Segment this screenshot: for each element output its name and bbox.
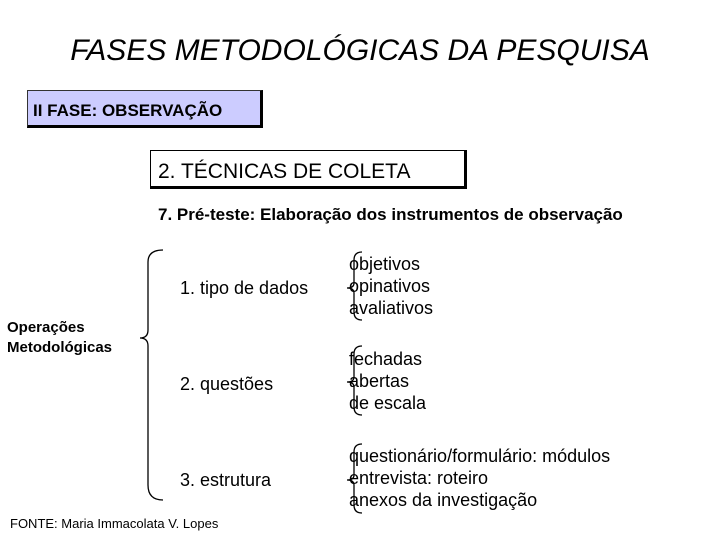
main-brace (140, 250, 163, 500)
group-label-estrutura: 3. estrutura (180, 470, 272, 490)
operations-label-line2: Metodológicas (7, 339, 113, 356)
option-item: objetivos (349, 254, 421, 274)
slide-title: FASES METODOLÓGICAS DA PESQUISA (70, 34, 650, 67)
option-item: entrevista: roteiro (349, 468, 489, 488)
option-item: de escala (349, 393, 427, 413)
option-item: questionário/formulário: módulos (349, 446, 611, 466)
technique-box: 2. TÉCNICAS DE COLETA (150, 150, 467, 189)
option-item: opinativos (349, 276, 431, 296)
pretest-heading: 7. Pré-teste: Elaboração dos instrumentos de observação (158, 205, 623, 224)
group-label-tipo-dados: 1. tipo de dados (180, 278, 309, 298)
operations-label-line1: Operações (7, 319, 85, 336)
group-options-estrutura (349, 445, 610, 511)
option-item: abertas (349, 371, 410, 391)
option-item: anexos da investigação (349, 490, 538, 510)
group-options-tipo-dados (349, 253, 433, 319)
source-note: FONTE: Maria Immacolata V. Lopes (10, 516, 219, 531)
option-item: avaliativos (349, 298, 434, 318)
group-options-questoes (349, 348, 426, 414)
phase-box: II FASE: OBSERVAÇÃO (27, 90, 263, 128)
group-label-questoes: 2. questões (180, 374, 274, 394)
option-item: fechadas (349, 349, 423, 369)
